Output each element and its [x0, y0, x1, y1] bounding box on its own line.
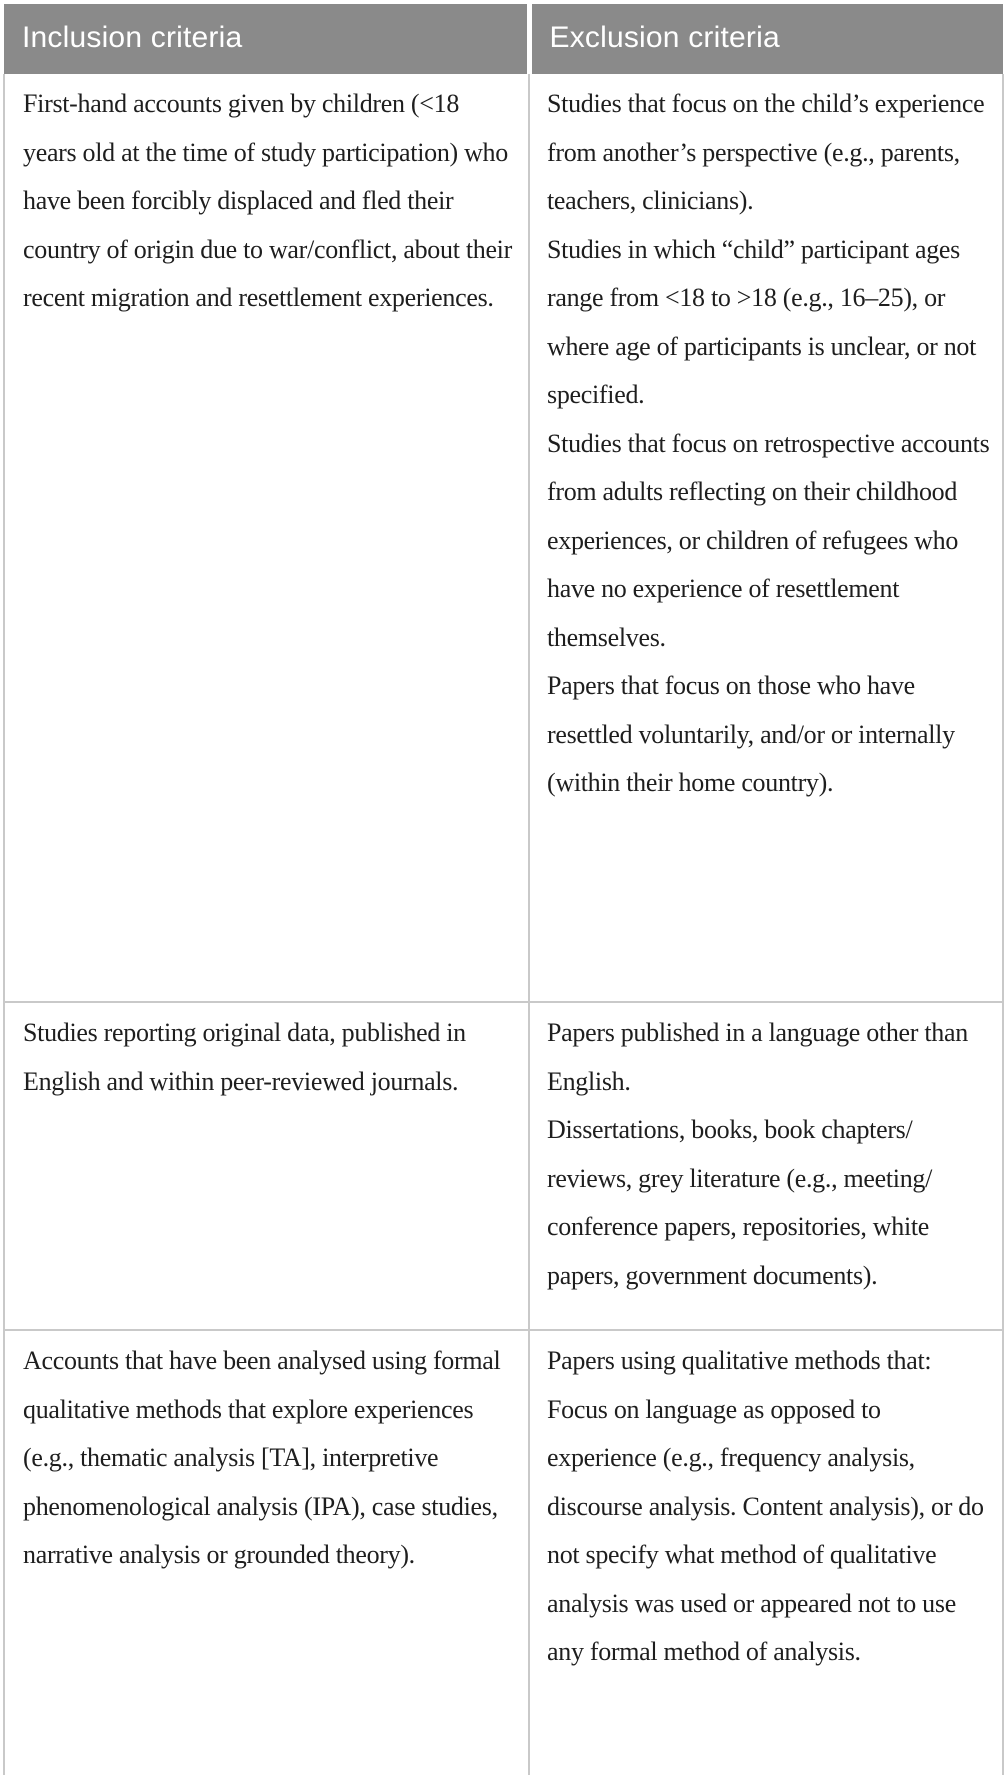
exclusion-cell-row2 — [529, 1002, 1003, 1330]
criterion-paragraph: Accounts that have been analysed using formal qualitative methods that explore experiences (e.g., thematic analysis [TA], interpretive phenomenological analysis (IPA), case studies, narrative analysis or grounded theory). — [23, 1346, 501, 1569]
inclusion-cell-row3 — [4, 1330, 529, 1775]
table-row — [4, 1330, 1003, 1775]
criterion-paragraph: Studies that focus on the child’s experience from another’s perspective (e.g., parents, teachers, clinicians). — [547, 89, 985, 215]
inclusion-criteria-header: Inclusion criteria — [4, 4, 529, 74]
criterion-paragraph: Dissertations, books, book chapters/​reviews, grey literature (e.g., meeting/​conference papers, repositories, white papers, government documents). — [547, 1115, 933, 1290]
exclusion-cell-row3 — [529, 1330, 1003, 1775]
table-row — [4, 74, 1003, 1002]
table-row — [4, 1002, 1003, 1330]
criterion-paragraph: Studies that focus on retrospective accounts from adults reflecting on their childhood experiences, or children of refugees who have no experience of resettlement themselves. — [547, 428, 990, 652]
exclusion-cell-row1 — [529, 74, 1003, 1002]
criterion-paragraph: Papers published in a language other than English. — [547, 1018, 968, 1096]
criterion-paragraph: Studies in which “child” participant ages range from <18 to >18 (e.g., 16–25), or where age of participants is unclear, or not specified. — [547, 234, 977, 409]
criterion-paragraph: First-hand accounts given by children (<18 years old at the time of study participation) who have been forcibly displaced and fled their country of origin due to war/conflict, about their recent migration and resettlement experiences. — [23, 89, 512, 312]
criterion-paragraph: Papers that focus on those who have resettled voluntarily, and/or or internally (within their home country). — [547, 671, 955, 797]
criteria-table — [3, 4, 1004, 1775]
criterion-paragraph: Focus on language as opposed to experience (e.g., frequency analysis, discourse analysis. Content analysis), or do not specify what method of qualitative analysis was used or appeared not to use any formal method of analysis. — [547, 1394, 984, 1666]
inclusion-cell-row1 — [4, 74, 529, 1002]
table-header-row — [4, 4, 1003, 74]
criterion-paragraph: Papers using qualitative methods that: — [547, 1346, 932, 1375]
criterion-paragraph: Studies reporting original data, published in English and within peer-reviewed journals. — [23, 1018, 466, 1096]
inclusion-cell-row2 — [4, 1002, 529, 1330]
exclusion-criteria-header: Exclusion criteria — [529, 4, 1003, 74]
